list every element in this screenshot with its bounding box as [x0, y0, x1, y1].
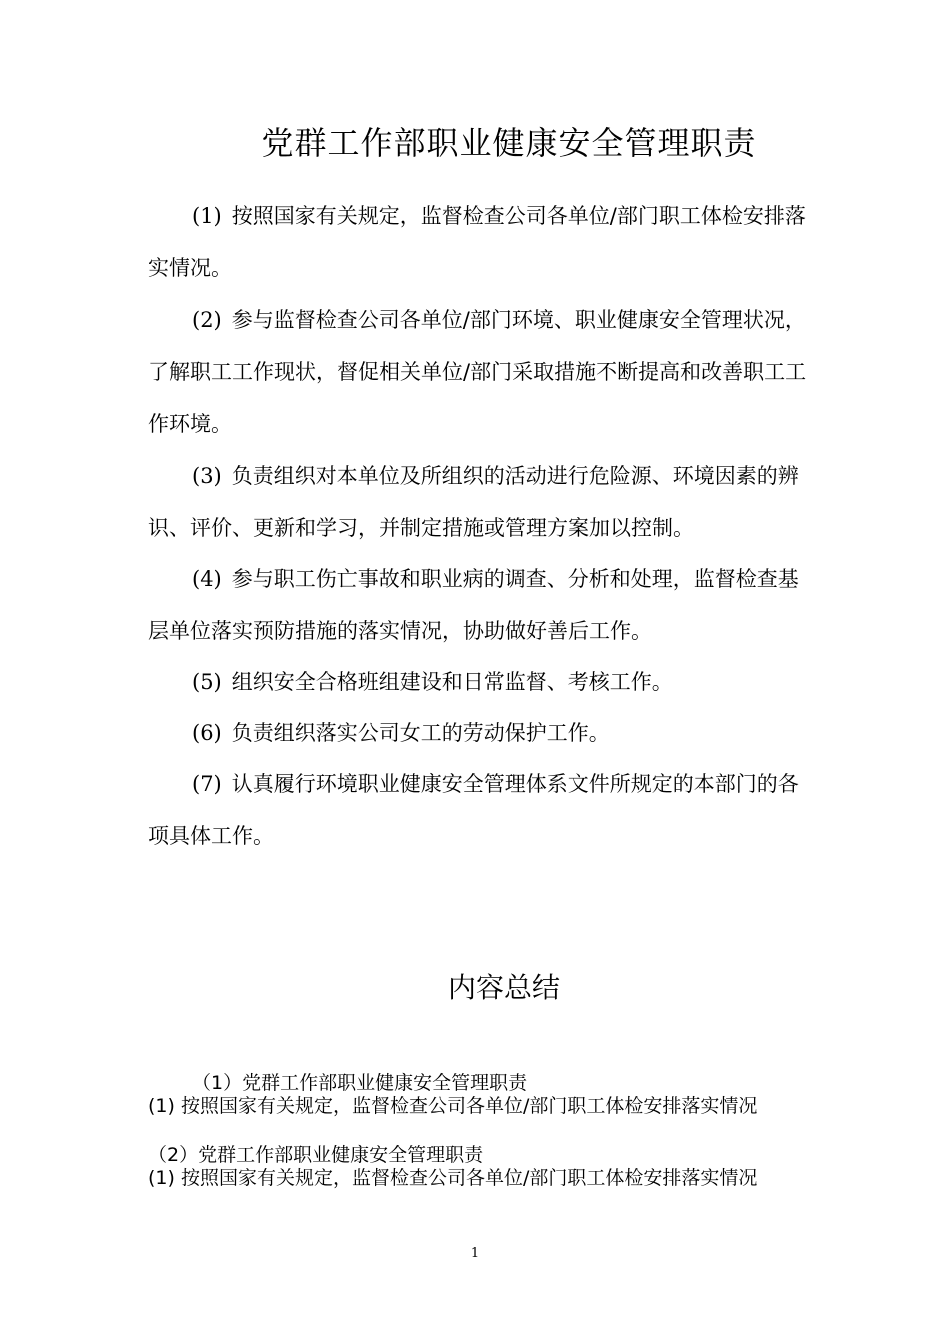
summary-entry-head: （2）党群工作部职业健康安全管理职责 [148, 1144, 484, 1166]
item-text: 参与职工伤亡事故和职业病的调查、分析和处理，监督检查基层单位落实预防措施的落实情况，协助做好善后工作。 [148, 567, 799, 643]
duty-item-3 [148, 450, 808, 554]
item-text: 按照国家有关规定，监督检查公司各单位/部门职工体检安排落实情况。 [148, 204, 806, 280]
item-text: 组织安全合格班组建设和日常监督、考核工作。 [231, 670, 673, 694]
duty-item-2 [148, 294, 808, 450]
document-title: 党群工作部职业健康安全管理职责 [261, 124, 757, 162]
duty-item-1 [148, 190, 808, 294]
item-number: (7) [192, 772, 222, 796]
item-number: (6) [192, 721, 222, 745]
summary-entry-1 [148, 1072, 808, 1118]
summary-entry-body: (1) 按照国家有关规定，监督检查公司各单位/部门职工体检安排落实情况 [148, 1167, 758, 1189]
item-number: (4) [192, 567, 222, 591]
item-number: (1) [192, 204, 222, 228]
summary-entry-head: （1）党群工作部职业健康安全管理职责 [192, 1072, 528, 1094]
duty-item-7 [148, 758, 808, 862]
item-text: 负责组织对本单位及所组织的活动进行危险源、环境因素的辨识、评价、更新和学习，并制定措施或管理方案加以控制。 [148, 464, 799, 540]
page-number: 1 [470, 1246, 480, 1261]
item-text: 参与监督检查公司各单位/部门环境、职业健康安全管理状况，了解职工工作现状，督促相关单位/部门采取措施不断提高和改善职工工作环境。 [148, 308, 807, 436]
item-number: (3) [192, 464, 222, 488]
duty-item-5 [148, 656, 808, 708]
item-number: (5) [192, 670, 222, 694]
summary-title: 内容总结 [447, 971, 560, 1004]
duty-item-4 [148, 553, 808, 657]
item-text: 负责组织落实公司女工的劳动保护工作。 [231, 721, 610, 745]
duty-item-6 [148, 707, 808, 759]
summary-entry-body: (1) 按照国家有关规定，监督检查公司各单位/部门职工体检安排落实情况 [148, 1095, 758, 1117]
summary-entry-2 [148, 1144, 808, 1190]
item-number: (2) [192, 308, 222, 332]
item-text: 认真履行环境职业健康安全管理体系文件所规定的本部门的各项具体工作。 [148, 772, 799, 848]
